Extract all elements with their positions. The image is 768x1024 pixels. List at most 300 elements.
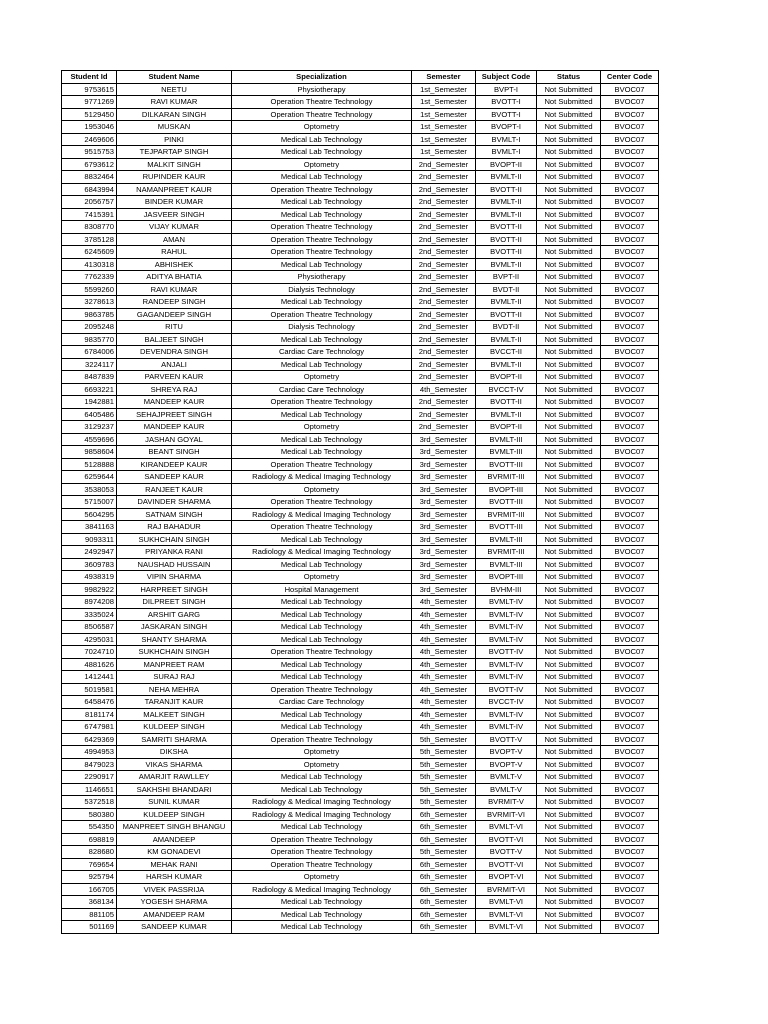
semester-cell: 6th_Semester: [412, 896, 476, 909]
student-id-cell: 6405486: [62, 408, 117, 421]
center-code-cell: BVOC07: [601, 908, 659, 921]
student-name-cell: HARSH KUMAR: [117, 871, 232, 884]
status-cell: Not Submitted: [537, 733, 601, 746]
status-cell: Not Submitted: [537, 446, 601, 459]
student-id-cell: 554350: [62, 821, 117, 834]
student-name-cell: MALKEET SINGH: [117, 708, 232, 721]
semester-cell: 5th_Semester: [412, 746, 476, 759]
specialization-cell: Optometry: [232, 483, 412, 496]
subject-code-cell: BVOTT-II: [476, 396, 537, 409]
student-name-cell: NEETU: [117, 83, 232, 96]
center-code-cell: BVOC07: [601, 671, 659, 684]
status-cell: Not Submitted: [537, 658, 601, 671]
table-row: [62, 221, 659, 234]
student-name-cell: SUKHCHAIN SINGH: [117, 533, 232, 546]
subject-code-cell: BVMLT-II: [476, 208, 537, 221]
table-row: [62, 483, 659, 496]
student-id-cell: 8479023: [62, 758, 117, 771]
subject-code-cell: BVRMIT-III: [476, 508, 537, 521]
specialization-cell: Medical Lab Technology: [232, 408, 412, 421]
student-name-cell: VIVEK PASSRIJA: [117, 883, 232, 896]
center-code-cell: BVOC07: [601, 508, 659, 521]
status-cell: Not Submitted: [537, 521, 601, 534]
subject-code-cell: BVMLT-IV: [476, 608, 537, 621]
specialization-cell: Medical Lab Technology: [232, 333, 412, 346]
subject-code-cell: BVMLT-III: [476, 433, 537, 446]
subject-code-cell: BVOPT-II: [476, 158, 537, 171]
specialization-cell: Medical Lab Technology: [232, 196, 412, 209]
center-code-cell: BVOC07: [601, 158, 659, 171]
status-cell: Not Submitted: [537, 883, 601, 896]
student-name-cell: NAMANPREET KAUR: [117, 183, 232, 196]
center-code-cell: BVOC07: [601, 858, 659, 871]
table-row: [62, 708, 659, 721]
specialization-cell: Medical Lab Technology: [232, 908, 412, 921]
status-cell: Not Submitted: [537, 808, 601, 821]
subject-code-cell: BVRMIT-VI: [476, 808, 537, 821]
subject-code-cell: BVMLT-I: [476, 133, 537, 146]
specialization-cell: Operation Theatre Technology: [232, 496, 412, 509]
status-cell: Not Submitted: [537, 896, 601, 909]
center-code-cell: BVOC07: [601, 596, 659, 609]
student-id-cell: 5128888: [62, 458, 117, 471]
table-row: [62, 821, 659, 834]
table-row: [62, 108, 659, 121]
table-row: [62, 458, 659, 471]
student-id-cell: 9863785: [62, 308, 117, 321]
student-id-cell: 3538053: [62, 483, 117, 496]
header-student-id: Student Id: [62, 71, 117, 84]
student-id-cell: 4994953: [62, 746, 117, 759]
header-status: Status: [537, 71, 601, 84]
status-cell: Not Submitted: [537, 471, 601, 484]
center-code-cell: BVOC07: [601, 496, 659, 509]
student-name-cell: DILKARAN SINGH: [117, 108, 232, 121]
specialization-cell: Medical Lab Technology: [232, 921, 412, 934]
student-name-cell: MANPREET SINGH BHANGU: [117, 821, 232, 834]
status-cell: Not Submitted: [537, 621, 601, 634]
specialization-cell: Optometry: [232, 371, 412, 384]
subject-code-cell: BVOTT-IV: [476, 646, 537, 659]
subject-code-cell: BVRMIT-III: [476, 546, 537, 559]
student-name-cell: MANPREET RAM: [117, 658, 232, 671]
status-cell: Not Submitted: [537, 383, 601, 396]
table-row: [62, 758, 659, 771]
specialization-cell: Optometry: [232, 746, 412, 759]
table-row: [62, 846, 659, 859]
student-name-cell: DILPREET SINGH: [117, 596, 232, 609]
subject-code-cell: BVDT-II: [476, 283, 537, 296]
table-row: [62, 471, 659, 484]
subject-code-cell: BVMLT-III: [476, 533, 537, 546]
status-cell: Not Submitted: [537, 321, 601, 334]
status-cell: Not Submitted: [537, 908, 601, 921]
student-id-cell: 3335024: [62, 608, 117, 621]
semester-cell: 2nd_Semester: [412, 296, 476, 309]
student-id-cell: 6784006: [62, 346, 117, 359]
student-name-cell: SANDEEP KAUR: [117, 471, 232, 484]
table-row: [62, 346, 659, 359]
center-code-cell: BVOC07: [601, 196, 659, 209]
specialization-cell: Medical Lab Technology: [232, 821, 412, 834]
header-semester: Semester: [412, 71, 476, 84]
subject-code-cell: BVOTT-III: [476, 496, 537, 509]
status-cell: Not Submitted: [537, 171, 601, 184]
center-code-cell: BVOC07: [601, 646, 659, 659]
semester-cell: 5th_Semester: [412, 846, 476, 859]
student-name-cell: PARVEEN KAUR: [117, 371, 232, 384]
center-code-cell: BVOC07: [601, 558, 659, 571]
student-id-cell: 9093311: [62, 533, 117, 546]
specialization-cell: Medical Lab Technology: [232, 608, 412, 621]
center-code-cell: BVOC07: [601, 383, 659, 396]
table-row: [62, 733, 659, 746]
semester-cell: 4th_Semester: [412, 383, 476, 396]
semester-cell: 2nd_Semester: [412, 158, 476, 171]
specialization-cell: Optometry: [232, 758, 412, 771]
table-row: [62, 171, 659, 184]
center-code-cell: BVOC07: [601, 396, 659, 409]
student-name-cell: KULDEEP SINGH: [117, 721, 232, 734]
student-name-cell: JASKARAN SINGH: [117, 621, 232, 634]
student-id-cell: 3129237: [62, 421, 117, 434]
student-id-cell: 1942881: [62, 396, 117, 409]
table-row: [62, 121, 659, 134]
student-name-cell: VIPIN SHARMA: [117, 571, 232, 584]
student-name-cell: GAGANDEEP SINGH: [117, 308, 232, 321]
specialization-cell: Cardiac Care Technology: [232, 696, 412, 709]
center-code-cell: BVOC07: [601, 146, 659, 159]
specialization-cell: Medical Lab Technology: [232, 533, 412, 546]
subject-code-cell: BVMLT-VI: [476, 921, 537, 934]
table-row: [62, 508, 659, 521]
status-cell: Not Submitted: [537, 858, 601, 871]
status-cell: Not Submitted: [537, 421, 601, 434]
specialization-cell: Operation Theatre Technology: [232, 183, 412, 196]
center-code-cell: BVOC07: [601, 133, 659, 146]
student-id-cell: 1953046: [62, 121, 117, 134]
center-code-cell: BVOC07: [601, 471, 659, 484]
student-id-cell: 4938319: [62, 571, 117, 584]
semester-cell: 2nd_Semester: [412, 333, 476, 346]
table-row: [62, 683, 659, 696]
semester-cell: 2nd_Semester: [412, 271, 476, 284]
subject-code-cell: BVDT-II: [476, 321, 537, 334]
table-row: [62, 133, 659, 146]
student-name-cell: DEVENDRA SINGH: [117, 346, 232, 359]
student-name-cell: SUNIL KUMAR: [117, 796, 232, 809]
table-row: [62, 883, 659, 896]
specialization-cell: Medical Lab Technology: [232, 558, 412, 571]
student-name-cell: VIJAY KUMAR: [117, 221, 232, 234]
student-id-cell: 6458476: [62, 696, 117, 709]
semester-cell: 1st_Semester: [412, 133, 476, 146]
center-code-cell: BVOC07: [601, 696, 659, 709]
student-id-cell: 8487839: [62, 371, 117, 384]
student-id-cell: 501169: [62, 921, 117, 934]
subject-code-cell: BVMLT-IV: [476, 658, 537, 671]
student-name-cell: MALKIT SINGH: [117, 158, 232, 171]
status-cell: Not Submitted: [537, 496, 601, 509]
status-cell: Not Submitted: [537, 546, 601, 559]
semester-cell: 3rd_Semester: [412, 471, 476, 484]
subject-code-cell: BVOTT-II: [476, 246, 537, 259]
student-name-cell: BINDER KUMAR: [117, 196, 232, 209]
semester-cell: 2nd_Semester: [412, 258, 476, 271]
student-name-cell: RUPINDER KAUR: [117, 171, 232, 184]
status-cell: Not Submitted: [537, 921, 601, 934]
table-row: [62, 208, 659, 221]
table-row: [62, 658, 659, 671]
subject-code-cell: BVOTT-III: [476, 521, 537, 534]
header-subject-code: Subject Code: [476, 71, 537, 84]
student-table: [61, 70, 659, 934]
subject-code-cell: BVMLT-II: [476, 258, 537, 271]
status-cell: Not Submitted: [537, 308, 601, 321]
specialization-cell: Operation Theatre Technology: [232, 646, 412, 659]
center-code-cell: BVOC07: [601, 746, 659, 759]
center-code-cell: BVOC07: [601, 571, 659, 584]
specialization-cell: Medical Lab Technology: [232, 296, 412, 309]
semester-cell: 6th_Semester: [412, 871, 476, 884]
semester-cell: 1st_Semester: [412, 83, 476, 96]
table-row: [62, 871, 659, 884]
student-name-cell: SAMRITI SHARMA: [117, 733, 232, 746]
subject-code-cell: BVMLT-IV: [476, 596, 537, 609]
subject-code-cell: BVMLT-II: [476, 358, 537, 371]
center-code-cell: BVOC07: [601, 621, 659, 634]
center-code-cell: BVOC07: [601, 183, 659, 196]
specialization-cell: Operation Theatre Technology: [232, 733, 412, 746]
semester-cell: 2nd_Semester: [412, 396, 476, 409]
status-cell: Not Submitted: [537, 271, 601, 284]
status-cell: Not Submitted: [537, 346, 601, 359]
student-name-cell: BALJEET SINGH: [117, 333, 232, 346]
student-name-cell: SURAJ RAJ: [117, 671, 232, 684]
student-name-cell: KIRANDEEP KAUR: [117, 458, 232, 471]
table-row: [62, 746, 659, 759]
semester-cell: 1st_Semester: [412, 121, 476, 134]
student-name-cell: KM GONADEVI: [117, 846, 232, 859]
student-name-cell: RANJEET KAUR: [117, 483, 232, 496]
student-id-cell: 3224117: [62, 358, 117, 371]
subject-code-cell: BVMLT-IV: [476, 708, 537, 721]
center-code-cell: BVOC07: [601, 108, 659, 121]
semester-cell: 4th_Semester: [412, 721, 476, 734]
subject-code-cell: BVOTT-III: [476, 458, 537, 471]
table-row: [62, 896, 659, 909]
center-code-cell: BVOC07: [601, 408, 659, 421]
specialization-cell: Radiology & Medical Imaging Technology: [232, 508, 412, 521]
subject-code-cell: BVOPT-I: [476, 121, 537, 134]
specialization-cell: Hospital Management: [232, 583, 412, 596]
subject-code-cell: BVOTT-II: [476, 221, 537, 234]
table-row: [62, 371, 659, 384]
student-id-cell: 925794: [62, 871, 117, 884]
student-name-cell: JASHAN GOYAL: [117, 433, 232, 446]
student-id-cell: 4295031: [62, 633, 117, 646]
center-code-cell: BVOC07: [601, 483, 659, 496]
semester-cell: 4th_Semester: [412, 683, 476, 696]
specialization-cell: Medical Lab Technology: [232, 258, 412, 271]
table-row: [62, 783, 659, 796]
student-id-cell: 1412441: [62, 671, 117, 684]
student-name-cell: SAKHSHI BHANDARI: [117, 783, 232, 796]
semester-cell: 3rd_Semester: [412, 533, 476, 546]
student-name-cell: AMANDEEP RAM: [117, 908, 232, 921]
student-id-cell: 5715007: [62, 496, 117, 509]
subject-code-cell: BVOPT-V: [476, 758, 537, 771]
semester-cell: 3rd_Semester: [412, 521, 476, 534]
status-cell: Not Submitted: [537, 583, 601, 596]
student-name-cell: SHANTY SHARMA: [117, 633, 232, 646]
center-code-cell: BVOC07: [601, 821, 659, 834]
specialization-cell: Operation Theatre Technology: [232, 246, 412, 259]
status-cell: Not Submitted: [537, 396, 601, 409]
student-name-cell: TARANJIT KAUR: [117, 696, 232, 709]
status-cell: Not Submitted: [537, 771, 601, 784]
student-name-cell: AMAN: [117, 233, 232, 246]
student-id-cell: 3841163: [62, 521, 117, 534]
center-code-cell: BVOC07: [601, 446, 659, 459]
specialization-cell: Operation Theatre Technology: [232, 683, 412, 696]
center-code-cell: BVOC07: [601, 333, 659, 346]
student-id-cell: 4130318: [62, 258, 117, 271]
status-cell: Not Submitted: [537, 758, 601, 771]
specialization-cell: Medical Lab Technology: [232, 596, 412, 609]
center-code-cell: BVOC07: [601, 283, 659, 296]
center-code-cell: BVOC07: [601, 521, 659, 534]
center-code-cell: BVOC07: [601, 208, 659, 221]
semester-cell: 2nd_Semester: [412, 321, 476, 334]
status-cell: Not Submitted: [537, 258, 601, 271]
semester-cell: 3rd_Semester: [412, 496, 476, 509]
status-cell: Not Submitted: [537, 721, 601, 734]
status-cell: Not Submitted: [537, 296, 601, 309]
subject-code-cell: BVMLT-II: [476, 171, 537, 184]
subject-code-cell: BVCCT-II: [476, 346, 537, 359]
subject-code-cell: BVMLT-II: [476, 196, 537, 209]
student-id-cell: 6843994: [62, 183, 117, 196]
center-code-cell: BVOC07: [601, 896, 659, 909]
specialization-cell: Optometry: [232, 871, 412, 884]
specialization-cell: Dialysis Technology: [232, 283, 412, 296]
status-cell: Not Submitted: [537, 821, 601, 834]
student-id-cell: 5019581: [62, 683, 117, 696]
header-center-code: Center Code: [601, 71, 659, 84]
student-name-cell: NAUSHAD HUSSAIN: [117, 558, 232, 571]
semester-cell: 3rd_Semester: [412, 458, 476, 471]
student-id-cell: 8974208: [62, 596, 117, 609]
center-code-cell: BVOC07: [601, 233, 659, 246]
student-id-cell: 6429369: [62, 733, 117, 746]
table-row: [62, 183, 659, 196]
student-name-cell: ABHISHEK: [117, 258, 232, 271]
subject-code-cell: BVOTT-V: [476, 846, 537, 859]
header-specialization: Specialization: [232, 71, 412, 84]
specialization-cell: Medical Lab Technology: [232, 133, 412, 146]
student-name-cell: MEHAK RANI: [117, 858, 232, 871]
specialization-cell: Optometry: [232, 421, 412, 434]
semester-cell: 4th_Semester: [412, 596, 476, 609]
specialization-cell: Radiology & Medical Imaging Technology: [232, 796, 412, 809]
specialization-cell: Medical Lab Technology: [232, 783, 412, 796]
semester-cell: 5th_Semester: [412, 796, 476, 809]
subject-code-cell: BVOTT-II: [476, 183, 537, 196]
status-cell: Not Submitted: [537, 696, 601, 709]
specialization-cell: Medical Lab Technology: [232, 358, 412, 371]
table-row: [62, 771, 659, 784]
table-row: [62, 608, 659, 621]
center-code-cell: BVOC07: [601, 833, 659, 846]
semester-cell: 3rd_Semester: [412, 558, 476, 571]
student-id-cell: 580380: [62, 808, 117, 821]
table-row: [62, 546, 659, 559]
student-id-cell: 3785128: [62, 233, 117, 246]
center-code-cell: BVOC07: [601, 346, 659, 359]
semester-cell: 2nd_Semester: [412, 246, 476, 259]
subject-code-cell: BVOTT-I: [476, 96, 537, 109]
status-cell: Not Submitted: [537, 571, 601, 584]
student-name-cell: HARPREET SINGH: [117, 583, 232, 596]
status-cell: Not Submitted: [537, 683, 601, 696]
subject-code-cell: BVCCT-IV: [476, 696, 537, 709]
specialization-cell: Physiotherapy: [232, 83, 412, 96]
table-row: [62, 296, 659, 309]
specialization-cell: Medical Lab Technology: [232, 708, 412, 721]
subject-code-cell: BVOTT-VI: [476, 833, 537, 846]
specialization-cell: Radiology & Medical Imaging Technology: [232, 808, 412, 821]
student-name-cell: MUSKAN: [117, 121, 232, 134]
subject-code-cell: BVMLT-II: [476, 296, 537, 309]
semester-cell: 4th_Semester: [412, 658, 476, 671]
student-name-cell: TEJPARTAP SINGH: [117, 146, 232, 159]
semester-cell: 3rd_Semester: [412, 483, 476, 496]
student-name-cell: NEHA MEHRA: [117, 683, 232, 696]
subject-code-cell: BVOPT-III: [476, 483, 537, 496]
specialization-cell: Operation Theatre Technology: [232, 108, 412, 121]
center-code-cell: BVOC07: [601, 783, 659, 796]
status-cell: Not Submitted: [537, 121, 601, 134]
center-code-cell: BVOC07: [601, 421, 659, 434]
table-row: [62, 833, 659, 846]
student-id-cell: 9982922: [62, 583, 117, 596]
table-body: [62, 83, 659, 933]
center-code-cell: BVOC07: [601, 883, 659, 896]
semester-cell: 5th_Semester: [412, 783, 476, 796]
center-code-cell: BVOC07: [601, 658, 659, 671]
subject-code-cell: BVRMIT-III: [476, 471, 537, 484]
student-name-cell: YOGESH SHARMA: [117, 896, 232, 909]
semester-cell: 2nd_Semester: [412, 233, 476, 246]
student-id-cell: 1146651: [62, 783, 117, 796]
subject-code-cell: BVOPT-III: [476, 571, 537, 584]
semester-cell: 6th_Semester: [412, 858, 476, 871]
status-cell: Not Submitted: [537, 83, 601, 96]
status-cell: Not Submitted: [537, 433, 601, 446]
table-row: [62, 646, 659, 659]
status-cell: Not Submitted: [537, 96, 601, 109]
center-code-cell: BVOC07: [601, 871, 659, 884]
status-cell: Not Submitted: [537, 633, 601, 646]
status-cell: Not Submitted: [537, 533, 601, 546]
subject-code-cell: BVOPT-II: [476, 371, 537, 384]
semester-cell: 1st_Semester: [412, 108, 476, 121]
specialization-cell: Medical Lab Technology: [232, 633, 412, 646]
center-code-cell: BVOC07: [601, 308, 659, 321]
table-row: [62, 358, 659, 371]
header-student-name: Student Name: [117, 71, 232, 84]
